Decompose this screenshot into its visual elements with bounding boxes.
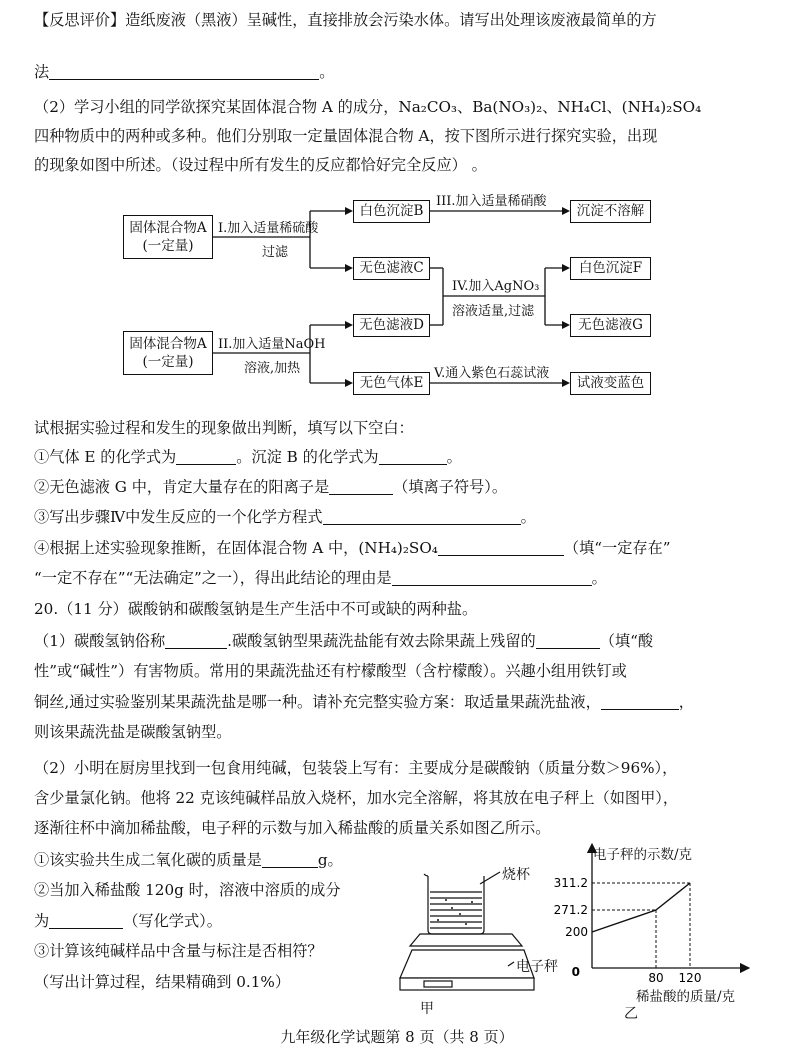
origin-label: 0	[571, 965, 580, 979]
x-tick-label: 80	[648, 971, 664, 985]
flow-step4-top: IV.加入AgNO₃	[452, 279, 540, 294]
q20-part2-line3: 逐渐往杯中滴加稀盐酸，电子秤的示数与加入稀盐酸的质量关系如图乙所示。	[34, 819, 551, 837]
scale-reading-chart	[540, 840, 760, 1040]
answer-blank[interactable]	[601, 693, 679, 710]
q20-part1-line4: 则该果蔬洗盐是碳酸氢钠型。	[34, 723, 232, 741]
page-footer: 九年级化学试题第 8 页（共 8 页）	[280, 1028, 514, 1046]
question-1: ①气体 E 的化学式为 。沉淀 B 的化学式为 。	[34, 448, 462, 466]
q20-part2-line2: 含少量氯化钠。他将 22 克该纯碱样品放入烧杯，加水完全溶解，将其放在电子秤上（如图甲），	[34, 789, 679, 807]
reflect-line-2: 法 。	[34, 63, 335, 81]
answer-blank[interactable]	[49, 912, 123, 929]
flow-box-g: 无色滤液G	[570, 314, 651, 337]
answer-blank[interactable]	[176, 448, 236, 465]
flow-step3: III.加入适量稀硝酸	[436, 194, 547, 209]
flow-box-a1: 固体混合物A (一定量)	[123, 215, 213, 259]
flow-step5: V.通入紫色石蕊试液	[434, 366, 550, 381]
x-tick-label: 120	[678, 971, 702, 985]
answer-blank[interactable]	[262, 851, 318, 868]
answer-blank[interactable]	[323, 508, 521, 525]
answer-blank[interactable]	[392, 569, 592, 586]
question-4-cont: “一定不存在”“无法确定”之一），得出此结论的理由是 。	[34, 569, 607, 587]
flow-step1-top: I.加入适量稀硫酸	[218, 221, 319, 236]
q20-part2-line1: （2）小明在厨房里找到一包食用纯碱，包装袋上写有：主要成分是碳酸钠（质量分数＞96%），	[34, 759, 678, 777]
q20-sub2: ②当加入稀盐酸 120g 时，溶液中溶质的成分	[34, 881, 341, 899]
answer-blank[interactable]	[438, 539, 564, 556]
y-tick-label: 311.2	[553, 876, 588, 890]
flow-box-blue: 试液变蓝色	[570, 372, 651, 395]
flow-step1-bottom: 过滤	[262, 245, 289, 260]
flow-step2-bottom: 溶液,加热	[244, 361, 301, 376]
flow-box-c: 无色滤液C	[353, 257, 430, 280]
beaker-label: 烧杯	[502, 867, 530, 883]
answer-blank[interactable]	[329, 478, 393, 495]
q2-line-3: 的现象如图中所述。（设过程中所有发生的反应都恰好完全反应） 。	[34, 156, 487, 174]
y-tick-label: 200	[565, 925, 588, 939]
y-tick-label: 271.2	[553, 903, 588, 917]
x-axis-label: 稀盐酸的质量/克	[636, 989, 736, 1005]
y-axis-label: 电子秤的示数/克	[593, 847, 693, 863]
q20-part1-line3: 铜丝,通过实验鉴别某果蔬洗盐是哪一种。请补充完整实验方案：取适量果蔬洗盐液， ，	[34, 693, 694, 711]
answer-blank[interactable]	[165, 632, 227, 649]
flow-box-e: 无色气体E	[353, 372, 430, 395]
flow-step2-top: II.加入适量NaOH	[218, 337, 326, 352]
q20-part1-line2: 性”或“碱性”）有害物质。常用的果蔬洗盐还有柠檬酸型（含柠檬酸）。兴趣小组用铁钉或	[34, 662, 627, 680]
answer-blank[interactable]	[536, 632, 600, 649]
reflect-line-1: 【反思评价】造纸废液（黑液）呈碱性，直接排放会污染水体。请写出处理该废液最简单的方	[34, 11, 657, 29]
q20-sub3: ③计算该纯碱样品中含量与标注是否相符？	[34, 942, 323, 960]
beaker-scale-illustration	[388, 858, 558, 1018]
q2-line-1: （2）学习小组的同学欲探究某固体混合物 A 的成分，Na₂CO₃、Ba(NO₃)₂、NH₄Cl、(NH₄)₂SO₄	[34, 98, 702, 116]
flow-box-insoluble: 沉淀不溶解	[570, 200, 651, 223]
q20-title: 20.（11 分）碳酸钠和碳酸氢钠是生产生活中不可或缺的两种盐。	[34, 600, 478, 618]
flow-box-b: 白色沉淀B	[353, 200, 430, 223]
q20-sub2-cont: 为 （写化学式）。	[34, 912, 222, 930]
q20-part1-line1: （1）碳酸氢钠俗称 .碳酸氢钠型果蔬洗盐能有效去除果蔬上残留的 （填“酸	[34, 632, 654, 650]
flow-box-f: 白色沉淀F	[570, 257, 651, 280]
flow-step4-bottom: 溶液适量,过滤	[452, 304, 535, 319]
answer-blank[interactable]	[379, 448, 447, 465]
figure-yi-caption: 乙	[624, 1006, 638, 1022]
figure-jia-caption: 甲	[420, 1001, 434, 1017]
questions-intro: 试根据实验过程和发生的现象做出判断，填写以下空白：	[34, 419, 414, 437]
scale-label: 电子秤	[516, 959, 558, 975]
flow-box-d: 无色滤液D	[353, 314, 430, 337]
question-4: ④根据上述实验现象推断，在固体混合物 A 中，(NH₄)₂SO₄ （填“一定存在”	[34, 539, 671, 557]
q2-line-2: 四种物质中的两种或多种。他们分别取一定量固体混合物 A，按下图所示进行探究实验，出现	[34, 127, 658, 145]
series-line	[592, 883, 690, 932]
question-3: ③写出步骤Ⅳ中发生反应的一个化学方程式 。	[34, 508, 536, 526]
q20-sub3-note: （写出计算过程，结果精确到 0.1%）	[34, 973, 291, 991]
flow-box-a2: 固体混合物A (一定量)	[123, 331, 213, 375]
q20-sub1: ①该实验共生成二氧化碳的质量是 g。	[34, 851, 343, 869]
question-2: ②无色滤液 G 中，肯定大量存在的阳离子是 （填离子符号）。	[34, 478, 508, 496]
